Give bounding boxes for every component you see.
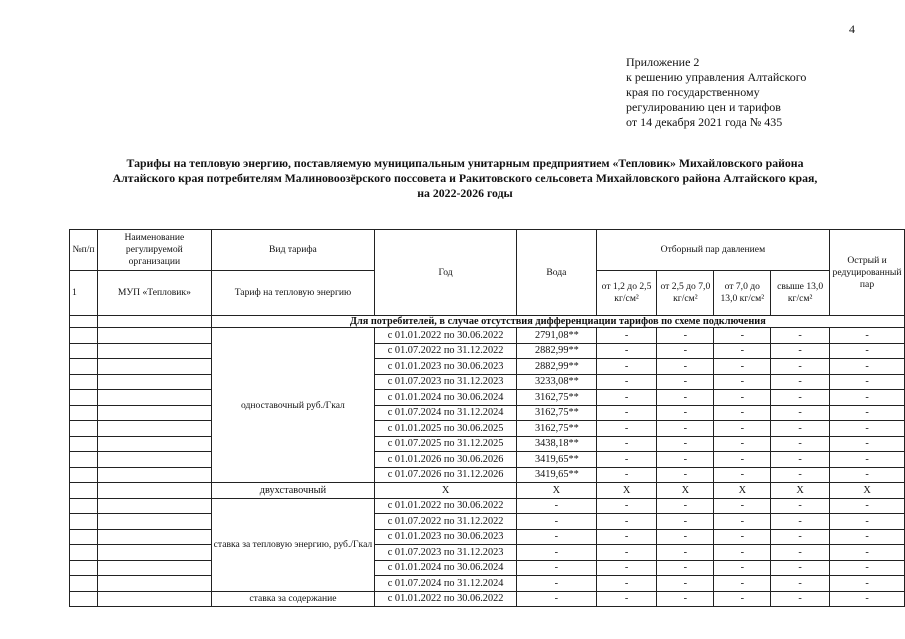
dash-cell: -: [714, 421, 771, 437]
dash-cell: -: [771, 591, 830, 607]
empty-cell: [70, 436, 98, 452]
empty-cell: [98, 421, 212, 437]
table-row: [70, 576, 905, 592]
empty-cell: [70, 529, 98, 545]
dash-cell: -: [830, 545, 905, 561]
table-row: [70, 545, 905, 561]
empty-cell: [98, 545, 212, 561]
dash-cell: -: [771, 405, 830, 421]
dash-cell: -: [596, 560, 657, 576]
dash-cell: -: [830, 328, 905, 344]
dash-cell: -: [771, 328, 830, 344]
dash-cell: -: [596, 452, 657, 468]
dash-cell: -: [771, 576, 830, 592]
title-line: на 2022-2026 годы: [417, 186, 513, 200]
empty-cell: [98, 560, 212, 576]
table-row: [70, 390, 905, 406]
header-year: Год: [375, 230, 517, 316]
empty-cell: [98, 390, 212, 406]
empty-cell: [98, 529, 212, 545]
header-tariff-type: Вид тарифа: [211, 230, 375, 271]
dash-cell: -: [830, 498, 905, 514]
dash-cell: -: [596, 343, 657, 359]
empty-cell: [70, 359, 98, 375]
table-row: [70, 498, 905, 514]
table-row: [70, 343, 905, 359]
period-cell: с 01.01.2026 по 30.06.2026: [375, 452, 517, 468]
table-row: [70, 514, 905, 530]
header-steam: Отборный пар давлением: [596, 230, 829, 271]
empty-cell: [70, 390, 98, 406]
tariff-table: [69, 229, 905, 607]
empty-cell: [98, 498, 212, 514]
empty-cell: [70, 316, 98, 328]
table-row: [70, 483, 905, 499]
dash-cell: -: [714, 560, 771, 576]
empty-cell: [70, 467, 98, 483]
dash-cell: -: [830, 467, 905, 483]
water-value: -: [517, 591, 597, 607]
water-value: -: [517, 560, 597, 576]
dash-cell: -: [830, 560, 905, 576]
empty-cell: [98, 576, 212, 592]
section-row: [70, 316, 905, 328]
dash-cell: -: [657, 591, 714, 607]
dash-cell: -: [657, 405, 714, 421]
header-pressure-1: от 1,2 до 2,5 кг/см²: [596, 271, 657, 316]
dash-cell: -: [714, 452, 771, 468]
empty-cell: [70, 498, 98, 514]
dash-cell: -: [714, 390, 771, 406]
period-cell: с 01.07.2026 по 31.12.2026: [375, 467, 517, 483]
dash-cell: -: [657, 514, 714, 530]
header-pressure-3: от 7,0 до 13,0 кг/см²: [714, 271, 771, 316]
water-value: 3438,18**: [517, 436, 597, 452]
org-name: МУП «Тепловик»: [98, 271, 212, 316]
empty-cell: [98, 316, 212, 328]
mark-cell: X: [375, 483, 517, 499]
header-num: №п/п: [70, 230, 98, 271]
table-row: [70, 328, 905, 344]
dash-cell: -: [714, 467, 771, 483]
dash-cell: -: [714, 514, 771, 530]
water-value: 3419,65**: [517, 467, 597, 483]
dash-cell: -: [657, 560, 714, 576]
dash-cell: -: [714, 591, 771, 607]
dash-cell: -: [830, 374, 905, 390]
dash-cell: -: [714, 328, 771, 344]
dash-cell: -: [657, 421, 714, 437]
empty-cell: [70, 374, 98, 390]
empty-cell: [70, 591, 98, 607]
dash-cell: -: [596, 545, 657, 561]
tariff-type-label: ставка за тепловую энергию, руб./Гкал: [211, 498, 375, 591]
water-value: -: [517, 498, 597, 514]
dash-cell: -: [657, 529, 714, 545]
table-row: [70, 452, 905, 468]
header-sharp-steam: Острый и редуцированный пар: [830, 230, 905, 316]
water-value: 3233,08**: [517, 374, 597, 390]
dash-cell: -: [830, 359, 905, 375]
mark-cell: X: [657, 483, 714, 499]
empty-cell: [98, 436, 212, 452]
header-row: [70, 230, 905, 271]
dash-cell: -: [830, 514, 905, 530]
water-value: 2882,99**: [517, 343, 597, 359]
dash-cell: -: [771, 390, 830, 406]
empty-cell: [70, 483, 98, 499]
table-row: [70, 374, 905, 390]
header-pressure-2: от 2,5 до 7,0 кг/см²: [657, 271, 714, 316]
dash-cell: -: [771, 545, 830, 561]
dash-cell: -: [830, 390, 905, 406]
empty-cell: [70, 343, 98, 359]
page-number: 4: [849, 22, 855, 36]
water-value: -: [517, 514, 597, 530]
period-cell: с 01.01.2025 по 30.06.2025: [375, 421, 517, 437]
table-row: [70, 405, 905, 421]
dash-cell: -: [771, 498, 830, 514]
empty-cell: [70, 514, 98, 530]
dash-cell: -: [830, 591, 905, 607]
period-cell: с 01.07.2024 по 31.12.2024: [375, 576, 517, 592]
empty-cell: [98, 467, 212, 483]
period-cell: с 01.01.2022 по 30.06.2022: [375, 328, 517, 344]
dash-cell: -: [714, 529, 771, 545]
dash-cell: -: [771, 514, 830, 530]
dash-cell: -: [830, 405, 905, 421]
dash-cell: -: [596, 436, 657, 452]
mark-cell: X: [830, 483, 905, 499]
dash-cell: -: [830, 529, 905, 545]
empty-cell: [98, 405, 212, 421]
empty-cell: [98, 359, 212, 375]
empty-cell: [98, 514, 212, 530]
table-row: [70, 560, 905, 576]
empty-cell: [70, 328, 98, 344]
document-title: [40, 156, 890, 201]
table-row: [70, 467, 905, 483]
dash-cell: -: [657, 452, 714, 468]
section-title: Для потребителей, в случае отсутствия дифференциации тарифов по схеме подключения: [211, 316, 904, 328]
dash-cell: -: [657, 359, 714, 375]
water-value: 2791,08**: [517, 328, 597, 344]
empty-cell: [98, 483, 212, 499]
dash-cell: -: [714, 359, 771, 375]
water-value: 3162,75**: [517, 421, 597, 437]
empty-cell: [70, 560, 98, 576]
water-value: -: [517, 529, 597, 545]
empty-cell: [98, 374, 212, 390]
water-value: -: [517, 545, 597, 561]
dash-cell: -: [657, 343, 714, 359]
title-line: Алтайского края потребителям Малиновоозёрского поссовета и Ракитовского сельсовета Михайловского района Алтайского края,: [112, 171, 818, 185]
dash-cell: -: [596, 498, 657, 514]
dash-cell: -: [596, 576, 657, 592]
dash-cell: -: [771, 343, 830, 359]
appendix-line: Приложение 2: [626, 55, 700, 69]
empty-cell: [98, 328, 212, 344]
dash-cell: -: [714, 576, 771, 592]
table-row: [70, 359, 905, 375]
appendix-note: [626, 55, 806, 130]
water-value: 3162,75**: [517, 405, 597, 421]
appendix-line: края по государственному: [626, 85, 760, 99]
tariff-type-label: ставка за содержание: [211, 591, 375, 607]
empty-cell: [98, 343, 212, 359]
table-row: [70, 436, 905, 452]
mark-cell: X: [714, 483, 771, 499]
appendix-line: к решению управления Алтайского: [626, 70, 807, 84]
water-value: 3162,75**: [517, 390, 597, 406]
dash-cell: -: [714, 545, 771, 561]
period-cell: с 01.01.2023 по 30.06.2023: [375, 529, 517, 545]
dash-cell: -: [830, 343, 905, 359]
dash-cell: -: [830, 436, 905, 452]
water-value: 2882,99**: [517, 359, 597, 375]
header-pressure-4: свыше 13,0 кг/см²: [771, 271, 830, 316]
empty-cell: [70, 576, 98, 592]
appendix-line: от 14 декабря 2021 года № 435: [626, 115, 783, 129]
dash-cell: -: [596, 390, 657, 406]
dash-cell: -: [657, 374, 714, 390]
dash-cell: -: [657, 328, 714, 344]
dash-cell: -: [830, 576, 905, 592]
dash-cell: -: [657, 576, 714, 592]
header-water: Вода: [517, 230, 597, 316]
dash-cell: -: [596, 405, 657, 421]
dash-cell: -: [596, 421, 657, 437]
tariff-type-label: двухставочный: [211, 483, 375, 499]
dash-cell: -: [714, 374, 771, 390]
dash-cell: -: [771, 436, 830, 452]
period-cell: с 01.07.2022 по 31.12.2022: [375, 514, 517, 530]
dash-cell: -: [771, 560, 830, 576]
dash-cell: -: [657, 467, 714, 483]
dash-cell: -: [596, 467, 657, 483]
dash-cell: -: [714, 436, 771, 452]
table-row: [70, 591, 905, 607]
dash-cell: -: [714, 498, 771, 514]
dash-cell: -: [657, 390, 714, 406]
dash-cell: -: [771, 421, 830, 437]
dash-cell: -: [714, 343, 771, 359]
empty-cell: [70, 421, 98, 437]
table-row: [70, 421, 905, 437]
period-cell: с 01.01.2022 по 30.06.2022: [375, 591, 517, 607]
period-cell: с 01.07.2023 по 31.12.2023: [375, 374, 517, 390]
dash-cell: -: [596, 374, 657, 390]
dash-cell: -: [771, 374, 830, 390]
period-cell: с 01.07.2023 по 31.12.2023: [375, 545, 517, 561]
empty-cell: [70, 405, 98, 421]
empty-cell: [70, 545, 98, 561]
empty-cell: [70, 452, 98, 468]
header-org: Наименование регулируемой организации: [98, 230, 212, 271]
table-row: [70, 529, 905, 545]
dash-cell: -: [657, 498, 714, 514]
dash-cell: -: [830, 452, 905, 468]
mark-cell: X: [596, 483, 657, 499]
title-line: Тарифы на тепловую энергию, поставляемую муниципальным унитарным предприятием «Тепловик» Михайловского района: [126, 156, 804, 170]
dash-cell: -: [596, 328, 657, 344]
period-cell: с 01.07.2022 по 31.12.2022: [375, 343, 517, 359]
period-cell: с 01.01.2024 по 30.06.2024: [375, 390, 517, 406]
period-cell: с 01.01.2024 по 30.06.2024: [375, 560, 517, 576]
dash-cell: -: [714, 405, 771, 421]
water-value: -: [517, 576, 597, 592]
appendix-line: регулированию цен и тарифов: [626, 100, 781, 114]
empty-cell: [98, 591, 212, 607]
tariff-name: Тариф на тепловую энергию: [211, 271, 375, 316]
dash-cell: -: [771, 452, 830, 468]
mark-cell: X: [771, 483, 830, 499]
mark-cell: X: [517, 483, 597, 499]
period-cell: с 01.07.2024 по 31.12.2024: [375, 405, 517, 421]
water-value: 3419,65**: [517, 452, 597, 468]
dash-cell: -: [771, 467, 830, 483]
dash-cell: -: [771, 529, 830, 545]
period-cell: с 01.01.2023 по 30.06.2023: [375, 359, 517, 375]
period-cell: с 01.01.2022 по 30.06.2022: [375, 498, 517, 514]
dash-cell: -: [596, 359, 657, 375]
empty-cell: [98, 452, 212, 468]
dash-cell: -: [830, 421, 905, 437]
dash-cell: -: [657, 545, 714, 561]
dash-cell: -: [657, 436, 714, 452]
dash-cell: -: [771, 359, 830, 375]
tariff-type-label: одноставочный руб./Гкал: [211, 328, 375, 483]
dash-cell: -: [596, 514, 657, 530]
dash-cell: -: [596, 591, 657, 607]
period-cell: с 01.07.2025 по 31.12.2025: [375, 436, 517, 452]
dash-cell: -: [596, 529, 657, 545]
row-number: 1: [70, 271, 98, 316]
